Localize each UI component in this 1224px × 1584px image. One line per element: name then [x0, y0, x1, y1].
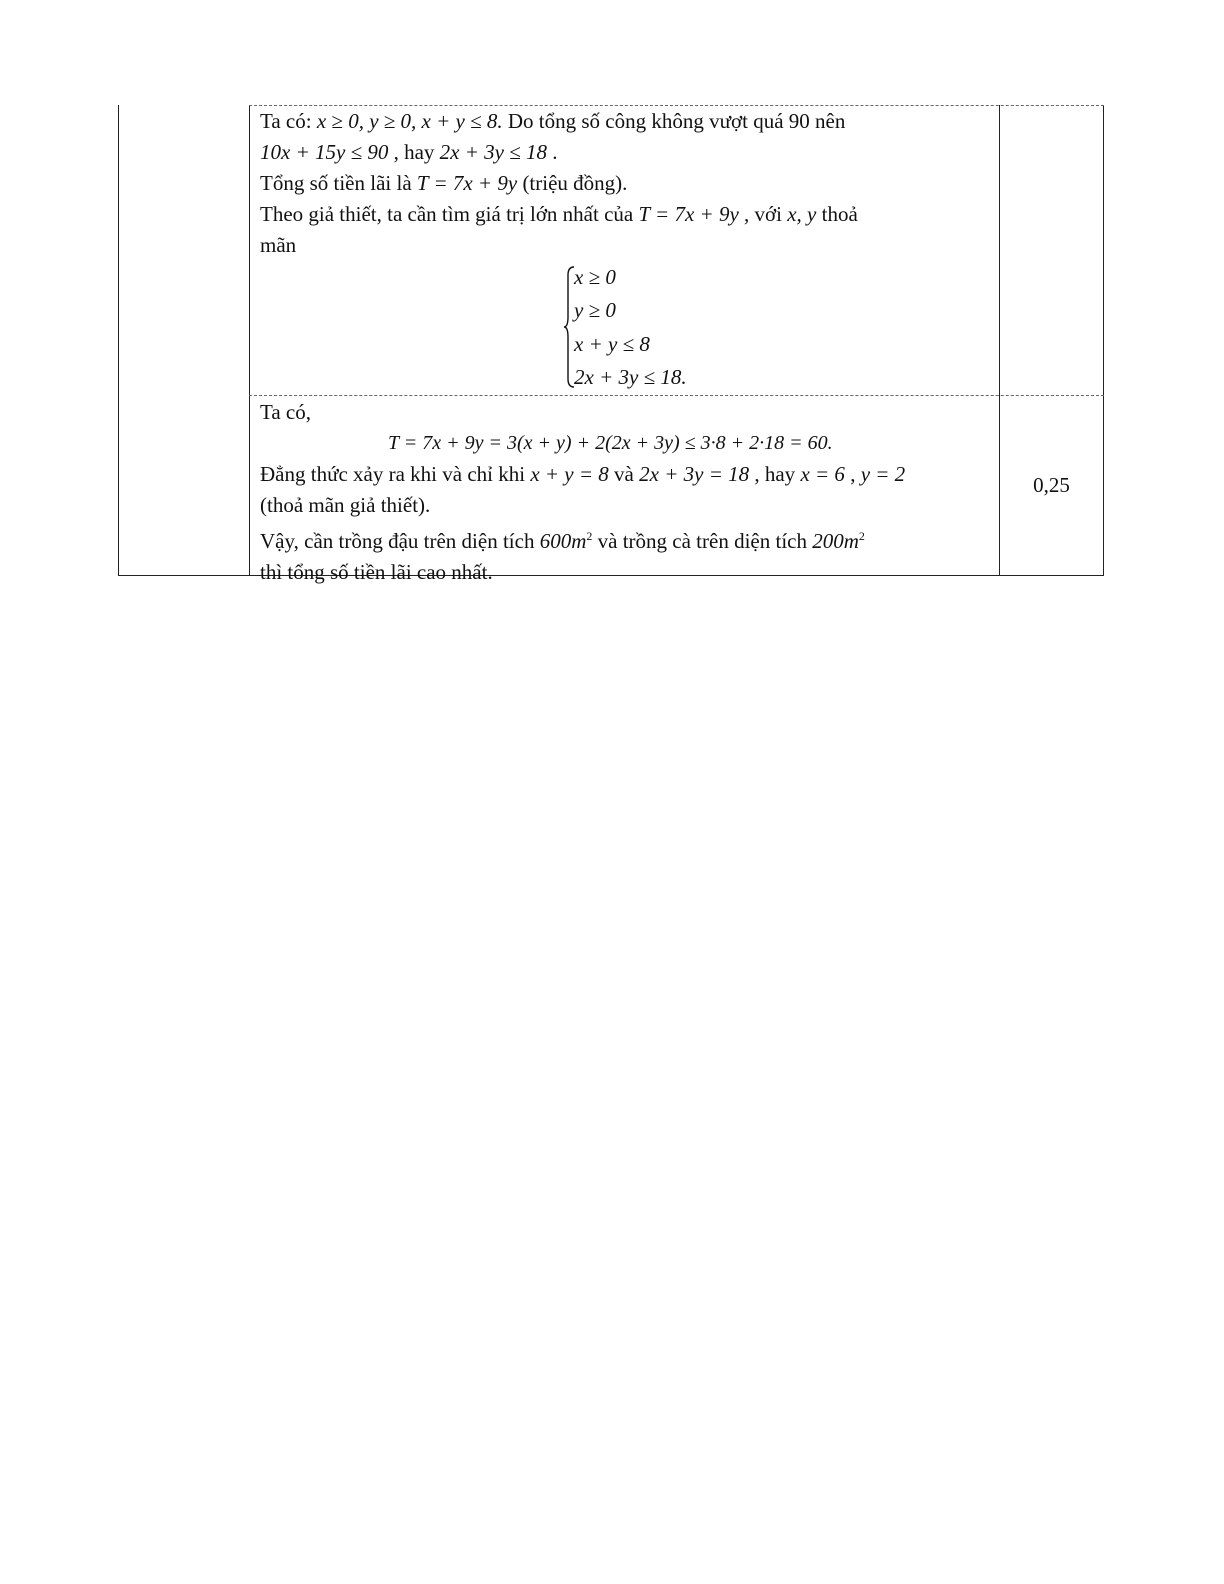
text-line: Ta có,	[260, 400, 312, 424]
text: , hay	[388, 140, 440, 164]
text: Tổng số tiền lãi là	[260, 171, 417, 195]
math: T = 7x + 9y	[416, 171, 518, 195]
system-row: 2x + 3y ≤ 18.	[574, 365, 687, 389]
text-line	[260, 168, 990, 199]
math: 10x + 15y ≤ 90	[260, 140, 389, 164]
text: Theo giả thiết, ta cần tìm giá trị lớn nhất của	[260, 202, 639, 226]
system-row: x ≥ 0	[574, 265, 616, 289]
text: Ta có:	[260, 109, 317, 133]
math: 2x + 3y = 18	[639, 462, 750, 486]
text-line	[260, 521, 990, 557]
math: 200m	[812, 529, 859, 553]
text: Đẳng thức xảy ra khi và chỉ khi	[260, 462, 531, 486]
content-cell-1	[260, 106, 990, 261]
system-row: x + y ≤ 8	[574, 332, 650, 356]
math: x = 6	[800, 462, 845, 486]
content-cell-2	[260, 397, 990, 588]
text: ,	[844, 462, 861, 486]
math: x, y	[787, 202, 817, 226]
table-border-right	[1103, 105, 1104, 576]
table-border-col1	[249, 105, 250, 576]
text-line	[260, 459, 990, 490]
score-value: 0,25	[1033, 473, 1070, 497]
answer-table	[118, 105, 1104, 584]
inequality-system	[564, 265, 764, 395]
math: T = 7x + 9y	[638, 202, 739, 226]
text-line	[260, 137, 990, 168]
table-border-left	[118, 105, 119, 576]
text: thoả	[816, 202, 858, 226]
math: 2x + 3y ≤ 18	[439, 140, 548, 164]
text: , với	[738, 202, 788, 226]
text: (triệu đồng).	[517, 171, 628, 195]
math: x + y = 8	[530, 462, 609, 486]
math: 90	[788, 109, 810, 133]
equation: T = 7x + 9y = 3(x + y) + 2(2x + 3y) ≤ 3·8 + 2·18 = 60.	[388, 432, 833, 454]
table-border-col2	[999, 105, 1000, 576]
text: và	[608, 462, 640, 486]
math: x ≥ 0, y ≥ 0, x + y ≤ 8.	[316, 109, 503, 133]
text-line: mãn	[260, 233, 297, 257]
table-row-divider	[249, 395, 1104, 396]
text: nên	[809, 109, 846, 133]
text: và trồng cà trên diện tích	[592, 529, 813, 553]
math: 600m	[539, 529, 587, 553]
text-line	[260, 199, 990, 230]
text-line	[260, 106, 990, 137]
text: .	[547, 140, 558, 164]
text: Do tổng số công không vượt quá	[502, 109, 789, 133]
text-line: thì tổng số tiền lãi cao nhất.	[260, 560, 493, 584]
text-line: (thoả mãn giả thiết).	[260, 493, 431, 517]
text: , hay	[749, 462, 801, 486]
superscript: 2	[586, 529, 593, 543]
system-row: y ≥ 0	[574, 298, 616, 322]
superscript: 2	[858, 529, 865, 543]
text: Vậy, cần trồng đậu trên diện tích	[260, 529, 540, 553]
math: y = 2	[860, 462, 906, 486]
